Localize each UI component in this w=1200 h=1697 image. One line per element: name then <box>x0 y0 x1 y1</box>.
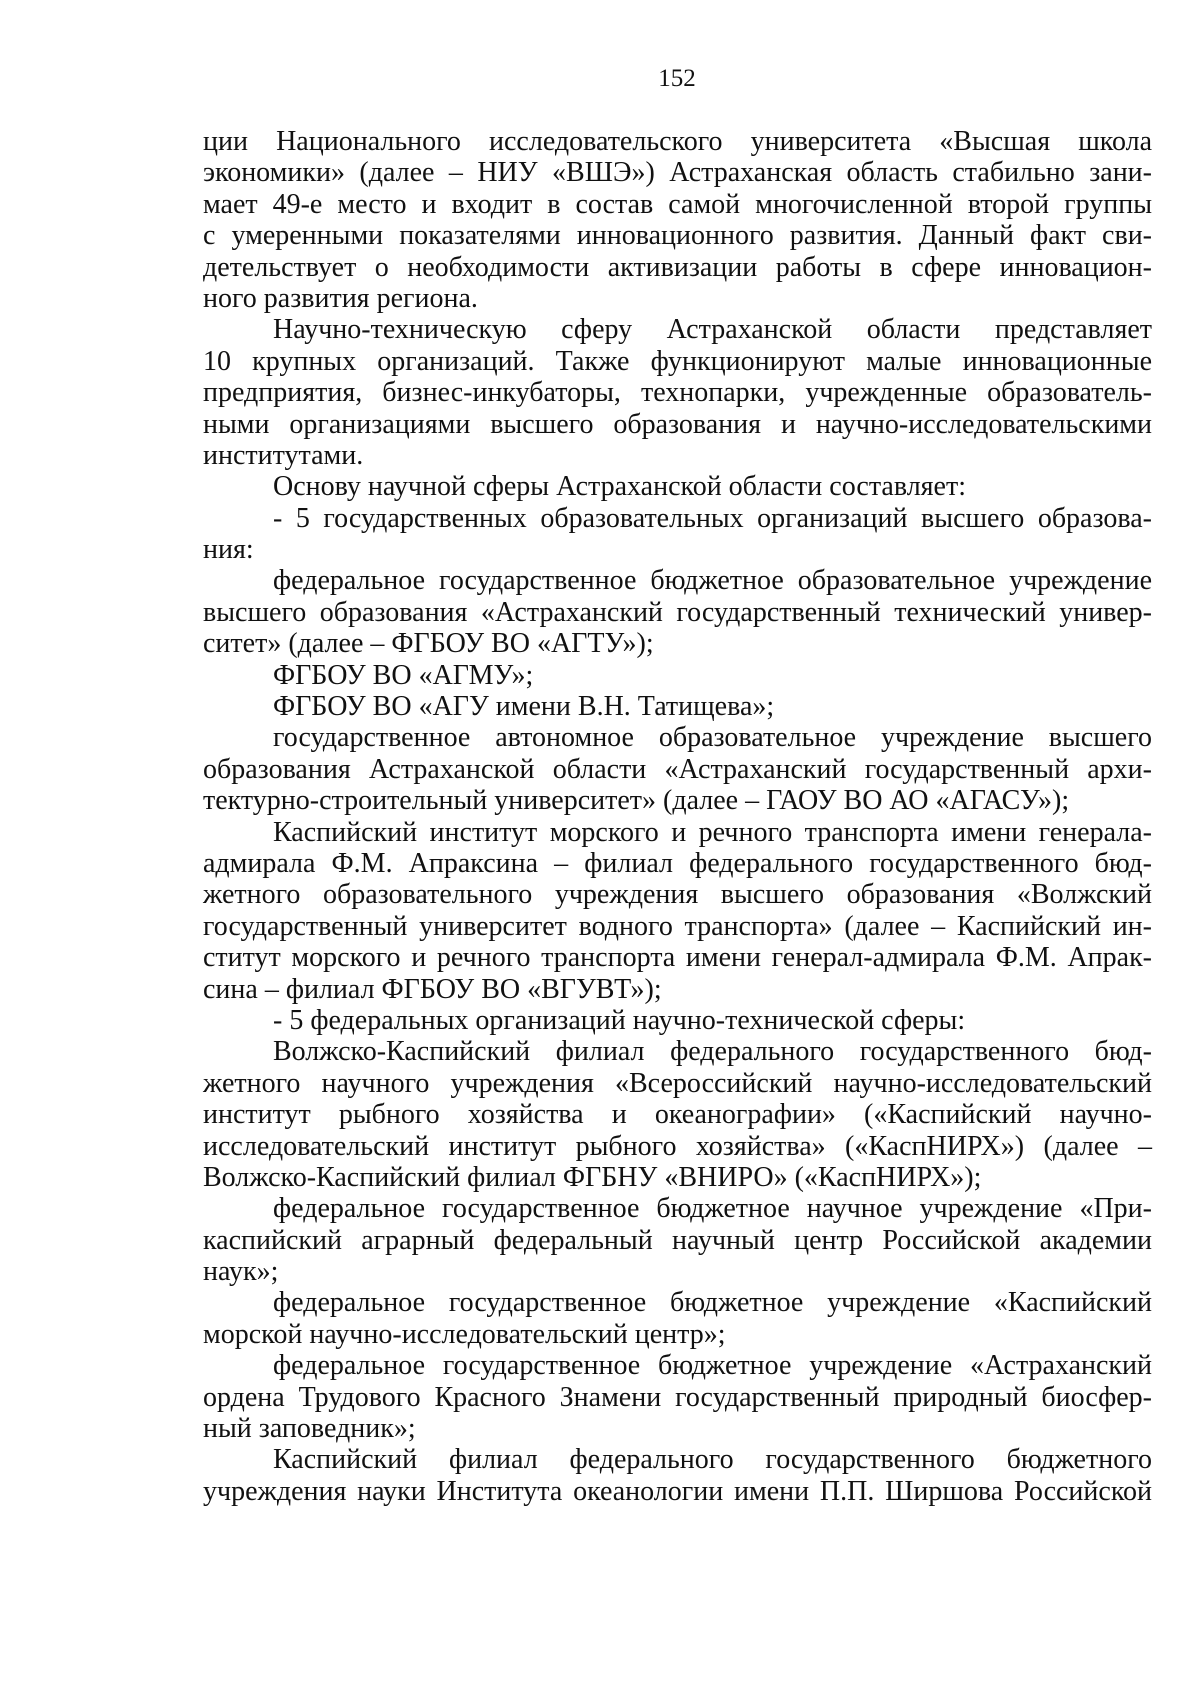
text-line: каспийский аграрный федеральный научный центр Российской академии <box>203 1224 1152 1256</box>
text-line: ордена Трудового Красного Знамени государственный природный биосфер- <box>203 1381 1152 1413</box>
text-line: 10 крупных организаций. Также функционируют малые инновационные <box>203 345 1152 377</box>
text-line: федеральное государственное бюджетное учреждение «Астраханский <box>273 1350 1152 1382</box>
text-line: исследовательский институт рыбного хозяйства» («КаспНИРХ») (далее – <box>203 1130 1152 1162</box>
page-number: 152 <box>658 65 696 92</box>
text-line: государственное автономное образовательное учреждение высшего <box>273 722 1152 754</box>
text-line: институтами. <box>203 439 364 471</box>
text-line: Основу научной сферы Астраханской области составляет: <box>273 471 966 503</box>
text-line: жетного образовательного учреждения высшего образования «Волжский <box>203 879 1152 911</box>
document-body <box>203 126 1152 1507</box>
text-line: Научно-техническую сферу Астраханской области представляет <box>273 314 1152 346</box>
text-line: наук»; <box>203 1256 279 1288</box>
text-line: Каспийский филиал федерального государственного бюджетного <box>273 1444 1152 1476</box>
text-line: федеральное государственное бюджетное научное учреждение «При- <box>273 1193 1152 1225</box>
text-line: Каспийский институт морского и речного транспорта имени генерала- <box>273 816 1152 848</box>
text-line: высшего образования «Астраханский государственный технический универ- <box>203 596 1152 628</box>
text-line: детельствует о необходимости активизации работы в сфере инновацион- <box>203 251 1152 283</box>
text-line: федеральное государственное бюджетное учреждение «Каспийский <box>273 1287 1152 1319</box>
text-line: экономики» (далее – НИУ «ВШЭ») Астраханская область стабильно зани- <box>203 157 1152 189</box>
text-line: образования Астраханской области «Астраханский государственный архи- <box>203 753 1152 785</box>
text-line: Волжско-Каспийский филиал федерального государственного бюд- <box>273 1036 1152 1068</box>
text-line: с умеренными показателями инновационного развития. Данный факт сви- <box>203 220 1152 252</box>
text-line: ситет» (далее – ФГБОУ ВО «АГТУ»); <box>203 628 654 660</box>
text-line: - 5 государственных образовательных организаций высшего образова- <box>273 502 1152 534</box>
text-line: - 5 федеральных организаций научно-технической сферы: <box>273 1004 966 1036</box>
text-line: предприятия, бизнес-инкубаторы, технопарки, учрежденные образователь- <box>203 377 1152 409</box>
text-line: тектурно-строительный университет» (далее – ГАОУ ВО АО «АГАСУ»); <box>203 785 1070 817</box>
text-line: сина – филиал ФГБОУ ВО «ВГУВТ»); <box>203 973 662 1005</box>
text-line: ститут морского и речного транспорта имени генерал-адмирала Ф.М. Апрак- <box>203 942 1152 974</box>
text-line: ции Национального исследовательского университета «Высшая школа <box>203 126 1152 157</box>
text-line: Волжско-Каспийский филиал ФГБНУ «ВНИРО» («КаспНИРХ»); <box>203 1161 982 1193</box>
text-line: институт рыбного хозяйства и океанографии» («Каспийский научно- <box>203 1099 1152 1131</box>
text-line: учреждения науки Института океанологии имени П.П. Ширшова Российской <box>203 1475 1152 1507</box>
text-line: ФГБОУ ВО «АГМУ»; <box>273 659 534 691</box>
text-line: ФГБОУ ВО «АГУ имени В.Н. Татищева»; <box>273 691 775 723</box>
text-line: адмирала Ф.М. Апраксина – филиал федерального государственного бюд- <box>203 847 1152 879</box>
text-line: жетного научного учреждения «Всероссийский научно-исследовательский <box>203 1067 1152 1099</box>
text-line: государственный университет водного транспорта» (далее – Каспийский ин- <box>203 910 1152 942</box>
text-line: ного развития региона. <box>203 282 478 314</box>
text-line: федеральное государственное бюджетное образовательное учреждение <box>273 565 1152 597</box>
text-line: ния: <box>203 534 254 566</box>
text-line: ный заповедник»; <box>203 1413 416 1445</box>
text-line: морской научно-исследовательский центр»; <box>203 1318 726 1350</box>
text-line: ными организациями высшего образования и научно-исследовательскими <box>203 408 1152 440</box>
text-line: мает 49-е место и входит в состав самой многочисленной второй группы <box>203 188 1152 220</box>
